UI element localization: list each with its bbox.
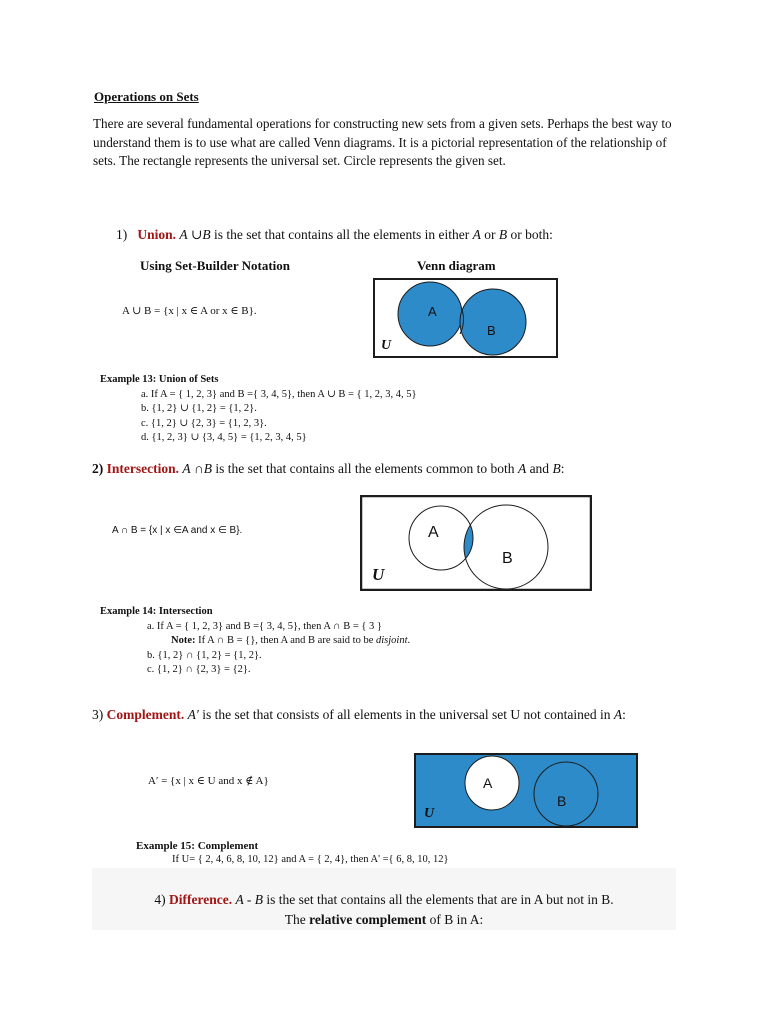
complement-label-a: A	[483, 775, 493, 791]
example15-title: Example 15: Complement	[136, 840, 259, 852]
example14-list	[147, 620, 410, 678]
example14-c: c. {1, 2} ∩ {2, 3} = {2}.	[147, 664, 251, 676]
difference-heading: 4) Difference. A - B is the set that contains all the elements that are in A but not in B.	[154, 892, 614, 907]
example14-title: Example 14: Intersection	[100, 606, 213, 617]
complement-venn-diagram	[414, 753, 638, 828]
example14-note: Note: If A ∩ B = {}, then A and B are said to be disjoint.	[171, 635, 411, 647]
difference-line2: The relative complement of B in A:	[284, 912, 484, 927]
union-venn-diagram	[373, 278, 558, 358]
example13-list	[141, 388, 417, 446]
example14-b: b. {1, 2} ∩ {1, 2} = {1, 2}.	[147, 649, 262, 661]
complement-notation: A′ = {x | x ∈ U and x ∉ A}	[148, 775, 269, 787]
union-notation: A ∪ B = {x | x ∈ A or x ∈ B}.	[122, 305, 257, 317]
intersection-label-b: B	[502, 550, 513, 567]
intersection-heading: 2) Intersection. A ∩B is the set that contains all the elements common to both A and B:	[92, 461, 565, 476]
intersection-notation: A ∩ B = {x | x ∈A and x ∈ B}.	[112, 525, 243, 536]
intersection-universe-label: U	[372, 565, 385, 584]
example13-d: d. {1, 2, 3} ∪ {3, 4, 5} = {1, 2, 3, 4, 5}	[141, 432, 307, 444]
example13-b: b. {1, 2} ∪ {1, 2} = {1, 2}.	[141, 403, 257, 415]
union-label-b: B	[487, 323, 496, 338]
example14-a: a. If A = { 1, 2, 3} and B ={ 3, 4, 5}, then A ∩ B = { 3 }	[147, 621, 382, 632]
example15-text: If U= { 2, 4, 6, 8, 10, 12} and A = { 2, 4}, then A' ={ 6, 8, 10, 12}	[172, 854, 449, 865]
intersection-venn-diagram	[360, 495, 592, 591]
union-universe-label: U	[381, 338, 392, 353]
page-title: Operations on Sets	[94, 89, 199, 104]
example13-c: c. {1, 2} ∪ {2, 3} = {1, 2, 3}.	[141, 417, 267, 429]
complement-universe-label: U	[424, 806, 435, 821]
complement-heading: 3) Complement. A′ is the set that consists of all elements in the universal set U not contained in A:	[92, 707, 626, 722]
intersection-label-a: A	[428, 524, 439, 541]
example13-title: Example 13: Union of Sets	[100, 374, 219, 385]
union-label-a: A	[428, 304, 437, 319]
example13-a: a. If A = { 1, 2, 3} and B ={ 3, 4, 5}, then A ∪ B = { 1, 2, 3, 4, 5}	[141, 389, 417, 400]
union-heading: 1) Union. A ∪B is the set that contains all the elements in either A or B or both:	[116, 227, 553, 242]
setbuilder-heading: Using Set-Builder Notation	[140, 258, 290, 273]
complement-label-b: B	[557, 793, 567, 809]
intro-paragraph: There are several fundamental operations for constructing new sets from a given sets. Perhaps the best way to understand them is to use what are called Venn diagrams. It is a pictorial representation of the relationship of sets. The rectangle represents the universal set. Circle represents the given set.	[93, 116, 672, 168]
venn-heading: Venn diagram	[417, 258, 496, 273]
